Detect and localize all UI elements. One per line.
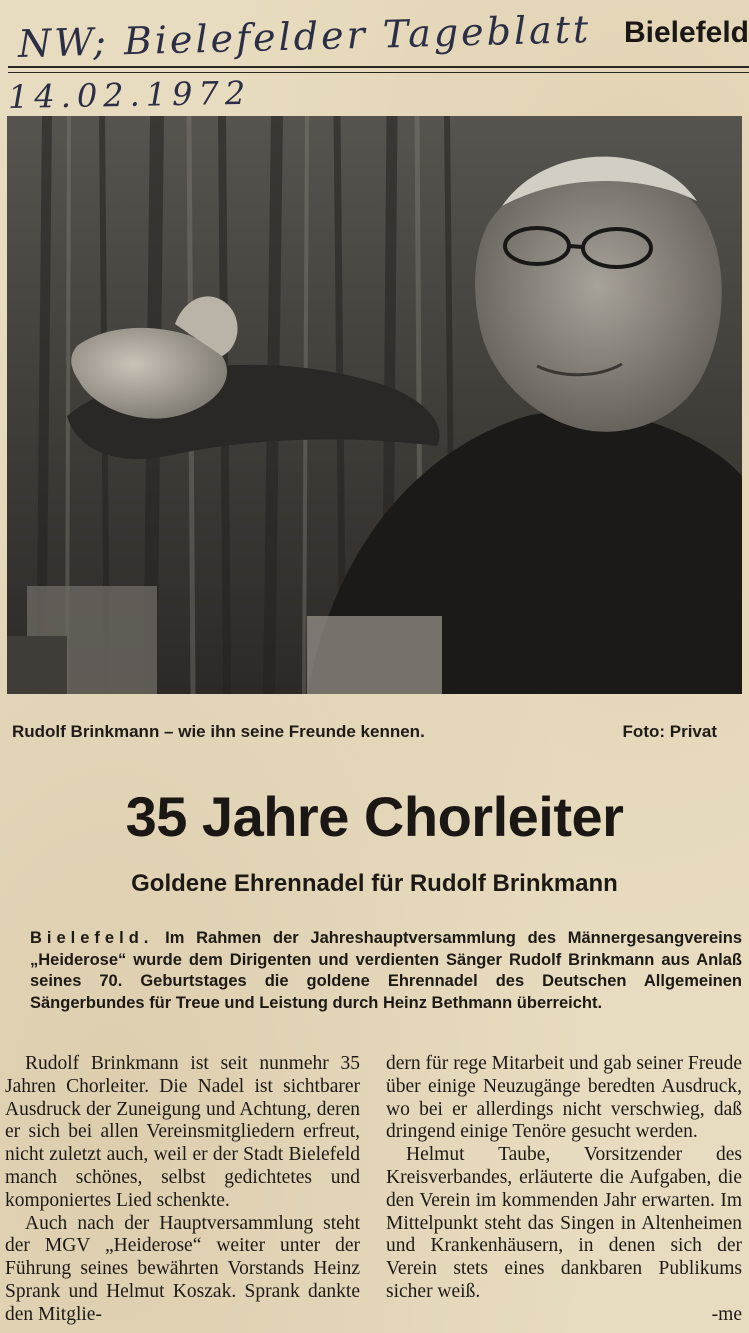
photo-illustration [7,116,742,694]
photo-caption: Rudolf Brinkmann – wie ihn seine Freunde kennen. [12,722,425,741]
header-rule [8,66,749,68]
author-signature: -me [711,1303,742,1325]
section-city-label: Bielefeld [623,16,749,49]
article-subheadline: Goldene Ehrennadel für Rudolf Brinkmann [131,870,618,897]
header-rule-thin [8,72,749,73]
article-headline: 35 Jahre Chorleiter [125,785,624,848]
lead-dateline: Bielefeld. [30,929,154,947]
paragraph: Rudolf Brinkmann ist seit nunmehr 35 Jahren Chorleiter. Die Nadel ist sichtbarer Ausdruck der Zuneigung und Achtung, deren er sich bei allen Vereinsmitgliedern erfreut, nicht zuletzt auch, weil er der Stadt Bielefeld manch schönes, selbst gedichtetes und komponiertes Lied schenkte. [5,1053,360,1211]
paragraph: Helmut Taube, Vorsitzender des Kreisverbandes, erläuterte die Aufgaben, die den Verein im kommenden Jahr erwarten. Im Mittelpunkt steht das Singen in Altenheimen und Krankenhäusern, in denen sich der Verein stets eines dankbaren Publikums sicher weiß. [386,1144,742,1302]
handwritten-source-note: NW; Bielefelder Tageblatt [17,6,592,66]
photo-credit: Foto: Privat [622,722,717,741]
photo-conductor [7,116,742,694]
handwritten-date: 14.02.1972 [7,73,252,116]
article-lead [30,928,742,1014]
article-column-left [5,1053,360,1327]
paragraph-continuation: dern für rege Mitarbeit und gab seiner Freude über einige Neuzugänge beredten Ausdruck, wo bei er allerdings nicht verschwieg, daß dringend einige Tenöre gesucht werden. [386,1053,742,1143]
article-column-right [386,1053,742,1327]
lead-text: Im Rahmen der Jahreshauptversammlung des Männergesangvereins „Heiderose“ wurde dem Dirigenten und verdienten Sänger Rudolf Brinkmann aus Anlaß seines 70. Geburtstages die goldene Ehrennadel des Deutschen Allgemeinen Sängerbundes für Treue und Leistung durch Heinz Bethmann überreicht. [30,929,742,1012]
paragraph: Auch nach der Hauptversammlung steht der MGV „Heiderose“ weiter unter der Führung seines bewährten Vorstands Heinz Sprank und Helmut Koszak. Sprank dankte den Mitglie- [5,1212,360,1325]
